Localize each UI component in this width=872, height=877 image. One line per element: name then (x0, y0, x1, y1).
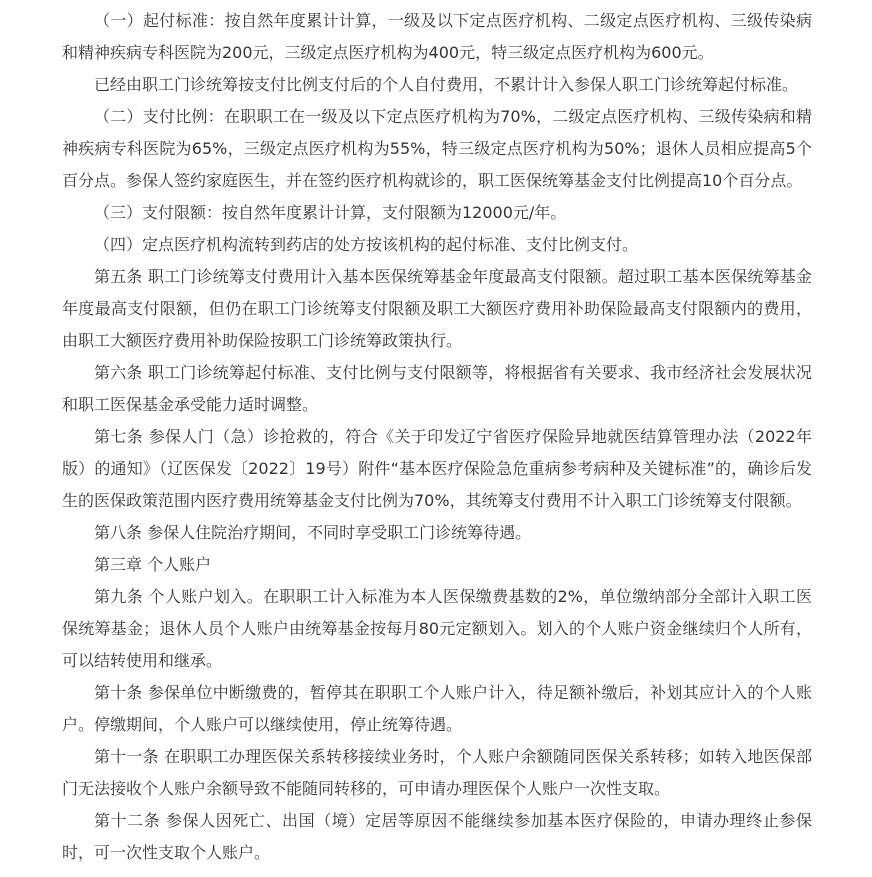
paragraph-item-5: （四）定点医疗机构流转到药店的处方按该机构的起付标准、支付比例支付。 (94, 235, 639, 254)
paragraph-item-3: （二）支付比例：在职职工在一级及以下定点医疗机构为70%，二级定点医疗机构、三级传染病和精神疾病专科医院为65%，三级定点医疗机构为55%，特三级定点医疗机构为50%；退休人员相应提高5个百分点。参保人签约家庭医生，并在签约医疗机构就诊的，职工医保统筹基金支付比例提高10个百分点。 (62, 107, 812, 190)
chapter-3-heading: 第三章 个人账户 (94, 555, 212, 574)
article-9-paragraph: 第九条 个人账户划入。在职职工计入标准为本人医保缴费基数的2%，单位缴纳部分全部计入职工医保统筹基金；退休人员个人账户由统筹基金按每月80元定额划入。划入的个人账户资金继续归个人所有，可以结转使用和继承。 (62, 587, 812, 670)
paragraph-item-2: 已经由职工门诊统筹按支付比例支付后的个人自付费用，不累计计入参保人职工门诊统筹起付标准。 (94, 75, 799, 94)
article-7-paragraph: 第七条 参保人门（急）诊抢救的，符合《关于印发辽宁省医疗保险异地就医结算管理办法（2022年版）的通知》（辽医保发〔2022〕19号）附件“基本医疗保险急危重病参考病种及关键标准”的，确诊后发生的医保政策范围内医疗费用统筹基金支付比例为70%，其统筹支付费用不计入职工门诊统筹支付限额。 (62, 427, 812, 510)
article-11-paragraph: 第十一条 在职职工办理医保关系转移接续业务时，个人账户余额随同医保关系转移；如转入地医保部门无法接收个人账户余额导致不能随同转移的，可申请办理医保个人账户一次性支取。 (62, 747, 812, 798)
article-12-paragraph: 第十二条 参保人因死亡、出国（境）定居等原因不能继续参加基本医疗保险的，申请办理终止参保时，可一次性支取个人账户。 (62, 811, 812, 862)
article-5-paragraph: 第五条 职工门诊统筹支付费用计入基本医保统筹基金年度最高支付限额。超过职工基本医保统筹基金年度最高支付限额，但仍在职工门诊统筹支付限额及职工大额医疗费用补助保险最高支付限额内的费用，由职工大额医疗费用补助保险按职工门诊统筹政策执行。 (62, 267, 812, 350)
article-8-paragraph: 第八条 参保人住院治疗期间，不同时享受职工门诊统筹待遇。 (94, 523, 532, 542)
paragraph-item-1: （一）起付标准：按自然年度累计计算，一级及以下定点医疗机构、二级定点医疗机构、三级传染病和精神疾病专科医院为200元，三级定点医疗机构为400元，特三级定点医疗机构为600元。 (62, 11, 812, 62)
paragraph-item-4: （三）支付限额：按自然年度累计计算，支付限额为12000元/年。 (94, 203, 567, 222)
article-10-paragraph: 第十条 参保单位中断缴费的，暂停其在职职工个人账户计入，待足额补缴后，补划其应计入的个人账户。停缴期间，个人账户可以继续使用，停止统筹待遇。 (62, 683, 812, 734)
article-6-paragraph: 第六条 职工门诊统筹起付标准、支付比例与支付限额等，将根据省有关要求、我市经济社会发展状况和职工医保基金承受能力适时调整。 (62, 363, 812, 414)
